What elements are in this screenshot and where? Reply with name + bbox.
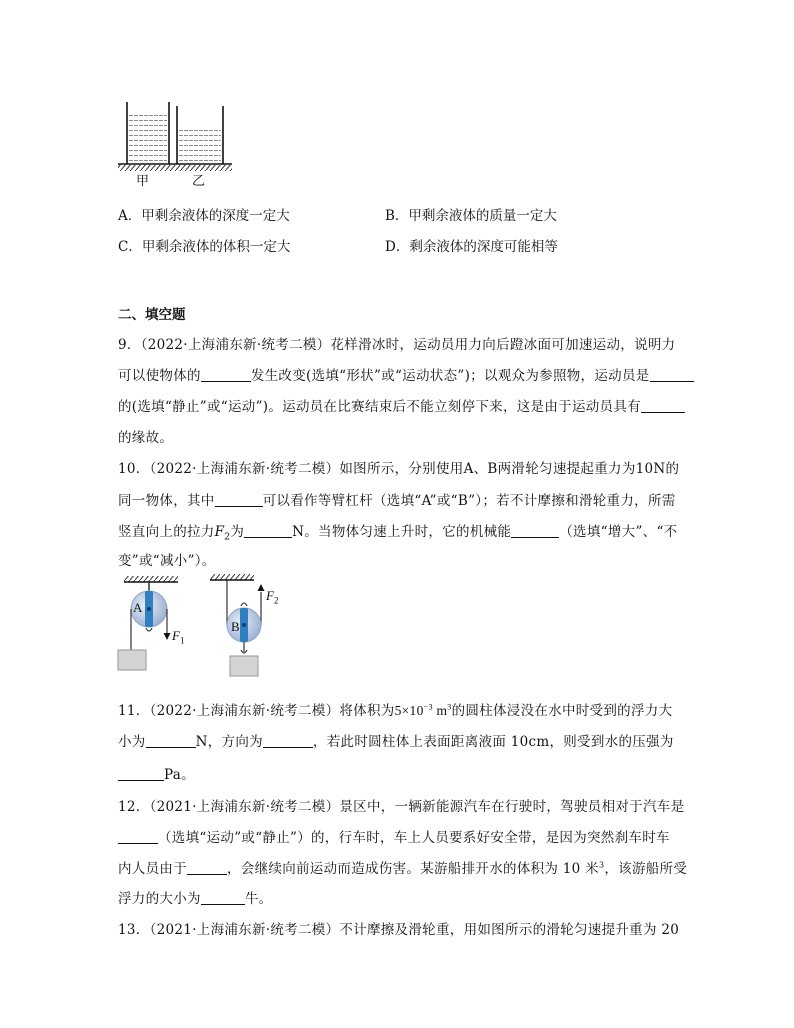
option-b: B．甲剩余液体的质量一定大 [385, 208, 557, 224]
q9-blank-2[interactable] [650, 368, 694, 382]
q9-line-2: 可以使物体的 发生改变(选填“形状”或“运动状态”)；以观众为参照物，运动员是 [118, 364, 678, 384]
force-f2-label: $F_2$ [266, 588, 279, 606]
option-d: D．剩余液体的深度可能相等 [385, 239, 558, 255]
q12-blank-2[interactable] [187, 861, 227, 875]
q12-line-1: 12．（2021·上海浦东新·统考二模）景区中，一辆新能源汽车在行驶时，驾驶员相对于汽车是 [118, 799, 685, 815]
container-jia [127, 102, 169, 164]
q10-line-4: 变”或“减小”）。 [118, 553, 216, 569]
q12-line-3: 内人员由于 ，会继续向前运动而造成伤害。某游船排开水的体积为 10 米$^3$，该游船所受 [118, 860, 688, 877]
q9-line-3: 的(选填“静止”或“运动”)。运动员在比赛结束后不能立刻停下来，这是由于运动员具有 [118, 395, 678, 415]
q11-blank-3[interactable] [118, 767, 164, 781]
force-f1-label: $F_1$ [172, 628, 185, 646]
q12-blank-3[interactable] [201, 891, 245, 905]
container-yi [177, 106, 223, 164]
q12-line-2: （选填“运动”或“静止”）的，行车时，车上人员要系好安全带，是因为突然刹车时车 [118, 826, 678, 846]
q11-blank-1[interactable] [146, 734, 196, 748]
q11-line-2: 小为 N，方向为 ，若此时圆柱体上表面距离液面 10cm，则受到水的压强为 [118, 734, 674, 750]
q9-line-1: 9．（2022·上海浦东新·统考二模）花样滑冰时，运动员用力向后蹬冰面可加速运动，说明力 [118, 337, 676, 353]
q9-blank-1[interactable] [201, 368, 251, 382]
pulley-a-assembly [118, 576, 178, 670]
option-c: C．甲剩余液体的体积一定大 [118, 239, 291, 255]
q13-line-1: 13．（2021·上海浦东新·统考二模）不计摩擦及滑轮重，用如图所示的滑轮匀速提升重为 20 [118, 922, 680, 938]
q12-blank-1[interactable] [118, 830, 158, 844]
q10-line-1: 10．（2022·上海浦东新·统考二模）如图所示，分别使用A、B两滑轮匀速提起重力为10N的 [118, 461, 680, 477]
q9-line-4: 的缘故。 [118, 430, 174, 446]
q12-line-4: 浮力的大小为 牛。 [118, 891, 273, 907]
q10-blank-2[interactable] [244, 524, 292, 538]
q10-blank-1[interactable] [215, 493, 263, 507]
section-title: 二、填空题 [118, 307, 186, 323]
label-jia: 甲 [136, 174, 150, 189]
pulley-b-label: B [231, 619, 240, 634]
q10-blank-3[interactable] [511, 524, 559, 538]
q11-line-1: 11．（2022·上海浦东新·统考二模）将体积为$5\times 10^{-3}$ $m^3$的圆柱体浸没在水中时受到的浮力大 [118, 702, 673, 719]
option-a: A．甲剩余液体的深度一定大 [118, 208, 290, 224]
q11-blank-2[interactable] [263, 734, 313, 748]
pulley-a-label: A [133, 600, 143, 615]
q10-line-2: 同一物体，其中 可以看作等臂杠杆（选填“A”或“B”）；若不计摩擦和滑轮重力，所需 [118, 493, 676, 509]
label-yi: 乙 [192, 174, 206, 189]
q10-line-3: 竖直向上的拉力$F_2$为 N。当物体匀速上升时，它的机械能 （选填“增大”、“不 [118, 524, 678, 543]
q11-line-3: Pa。 [118, 763, 678, 783]
q9-blank-3[interactable] [641, 399, 685, 413]
